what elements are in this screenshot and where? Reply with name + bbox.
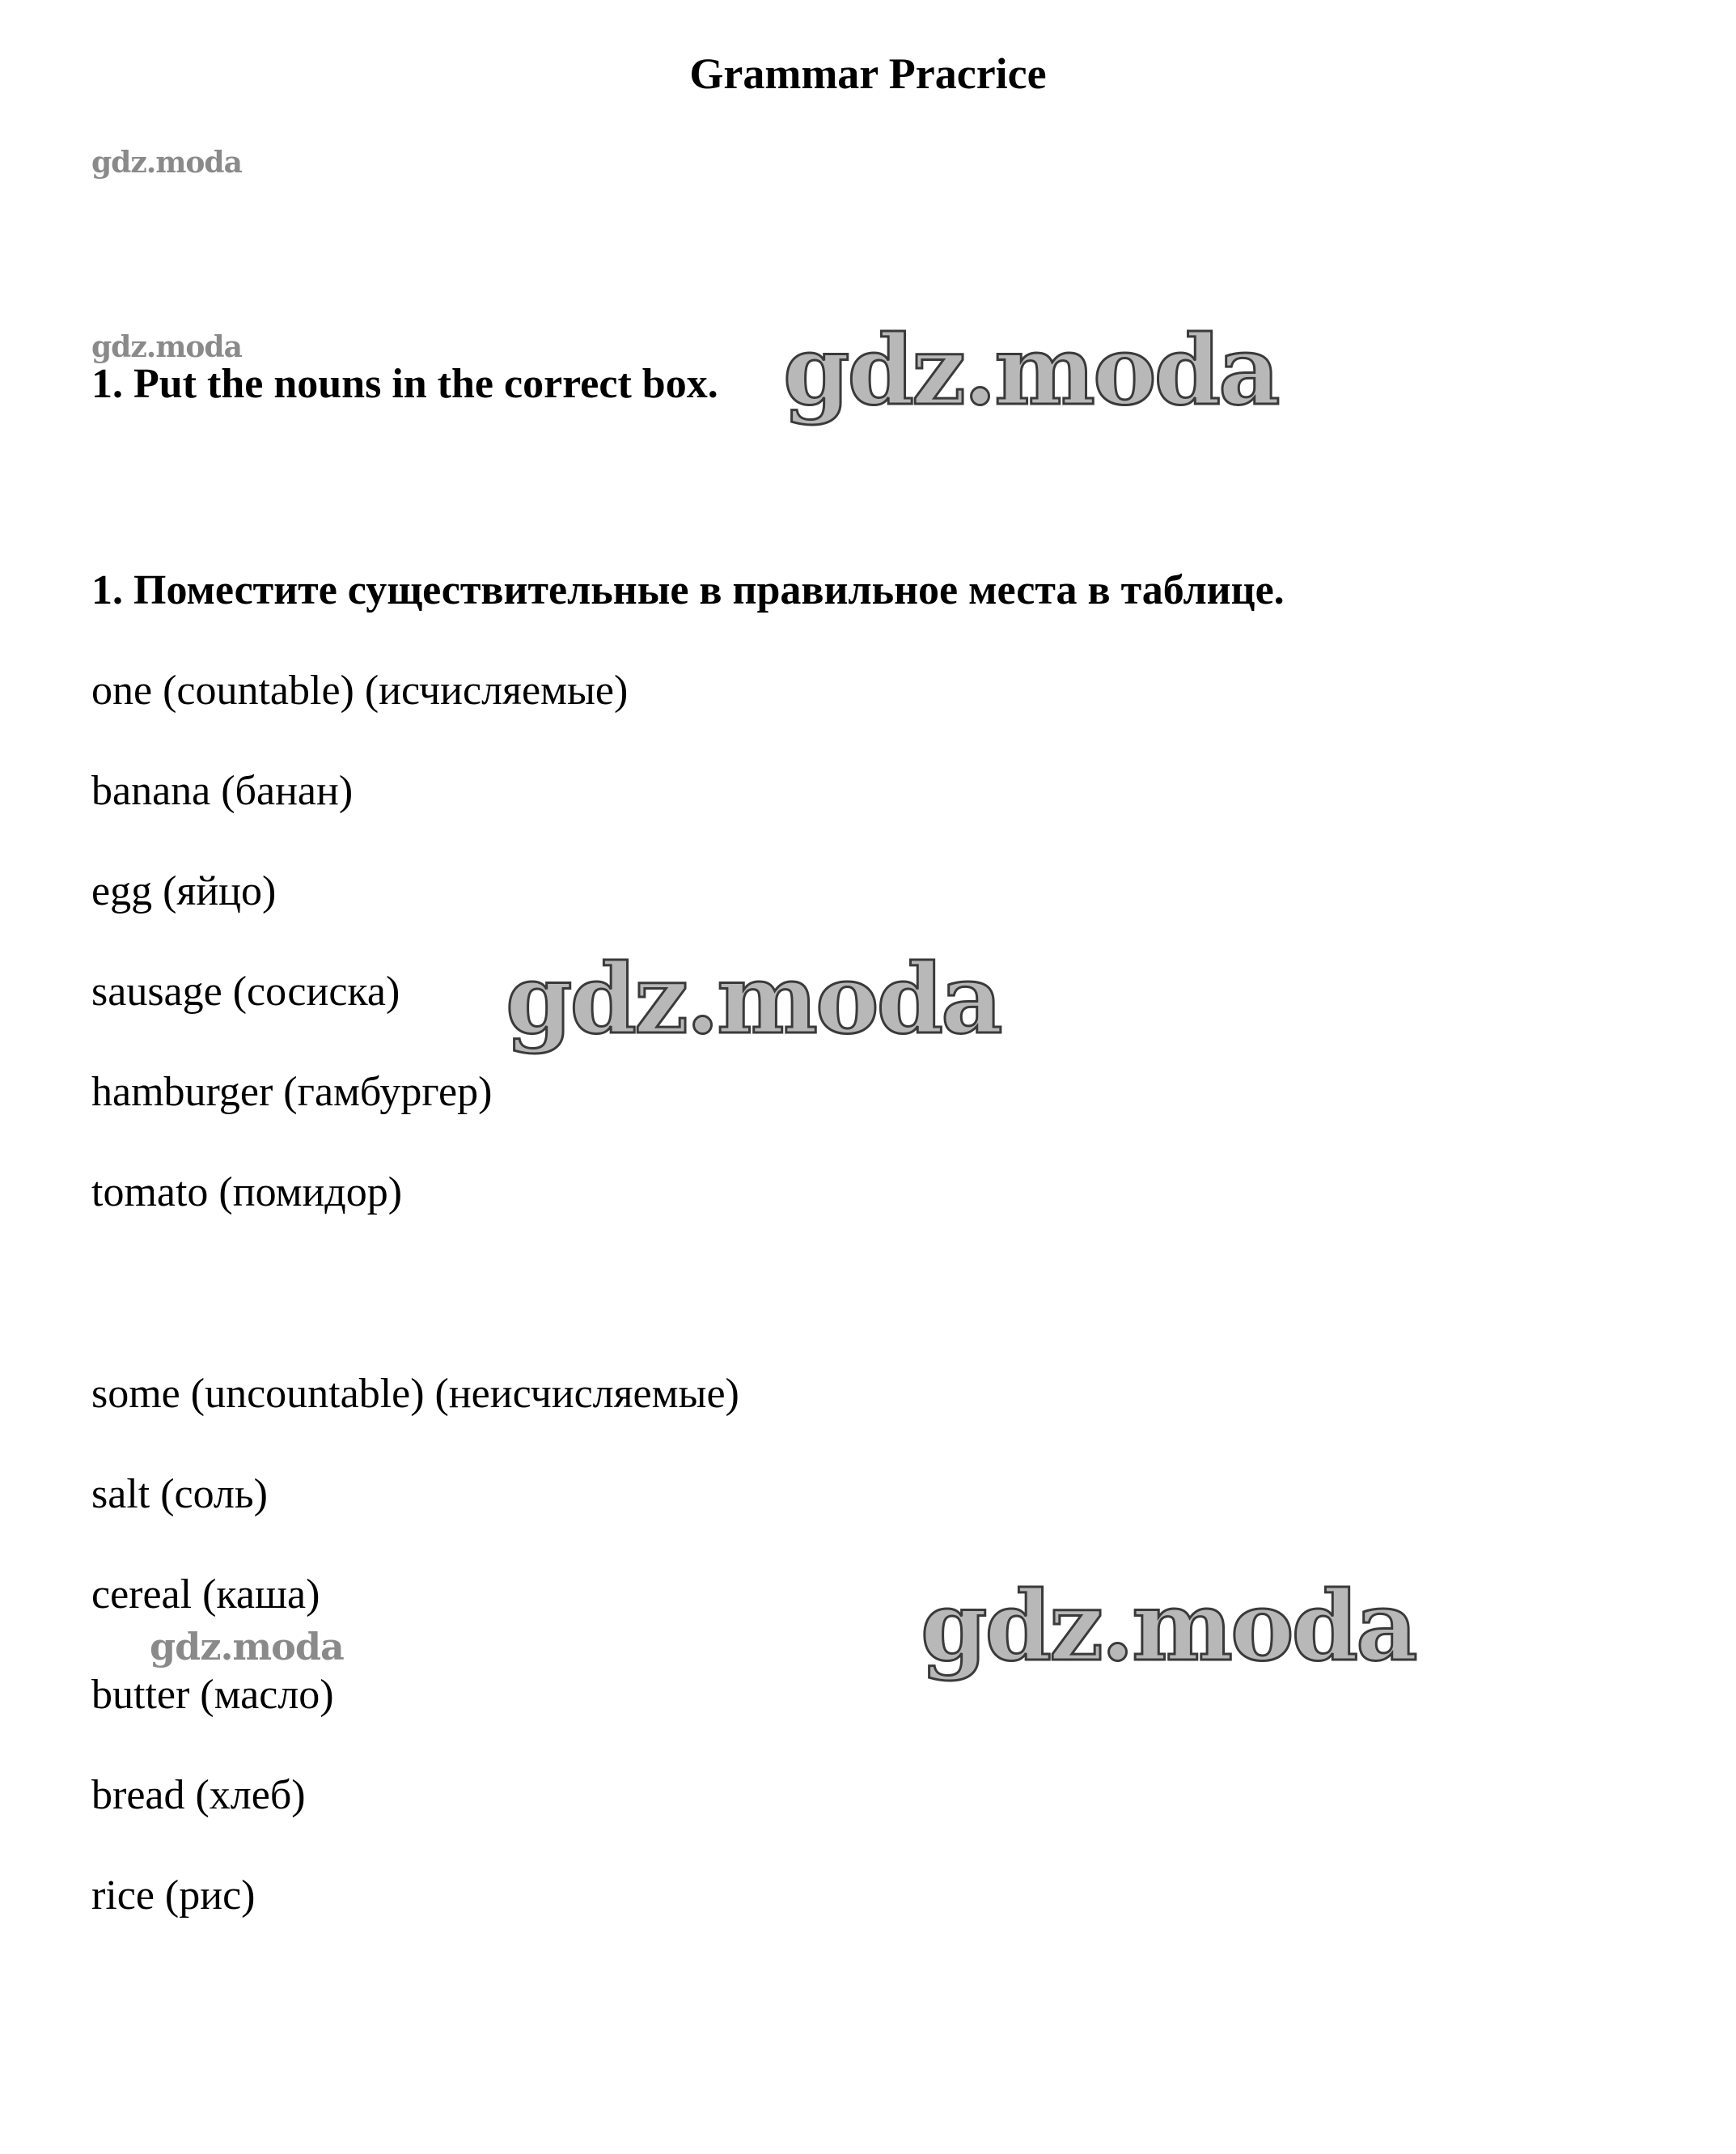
uncountable-header: some (uncountable) (неисчисляемые) — [91, 1371, 739, 1417]
list-item: bread (хлеб) — [91, 1772, 306, 1818]
list-item: salt (соль) — [91, 1471, 268, 1517]
list-item: rice (рис) — [91, 1872, 256, 1919]
list-item: hamburger (гамбургер) — [91, 1069, 493, 1115]
watermark-large: gdz.moda — [921, 1570, 1416, 1682]
list-item: butter (масло) — [91, 1672, 334, 1718]
list-item: egg (яйцо) — [91, 868, 277, 914]
list-item: banana (банан) — [91, 768, 354, 814]
list-item: tomato (помидор) — [91, 1169, 403, 1215]
watermark-large: gdz.moda — [506, 943, 1001, 1055]
exercise-heading-en: 1. Put the nouns in the correct box. — [91, 361, 718, 407]
watermark-large: gdz.moda — [783, 314, 1278, 426]
list-item: sausage (сосиска) — [91, 969, 400, 1015]
list-item: cereal (каша) — [91, 1571, 320, 1618]
watermark-small: gdz.moda — [91, 330, 242, 364]
watermark-small: gdz.moda — [150, 1625, 344, 1669]
watermark-small: gdz.moda — [91, 146, 242, 180]
page-title: Grammar Pracrice — [689, 49, 1047, 98]
countable-header: one (countable) (исчисляемые) — [91, 668, 629, 714]
exercise-heading-ru: 1. Поместите существительные в правильное места в таблице. — [91, 567, 1285, 613]
